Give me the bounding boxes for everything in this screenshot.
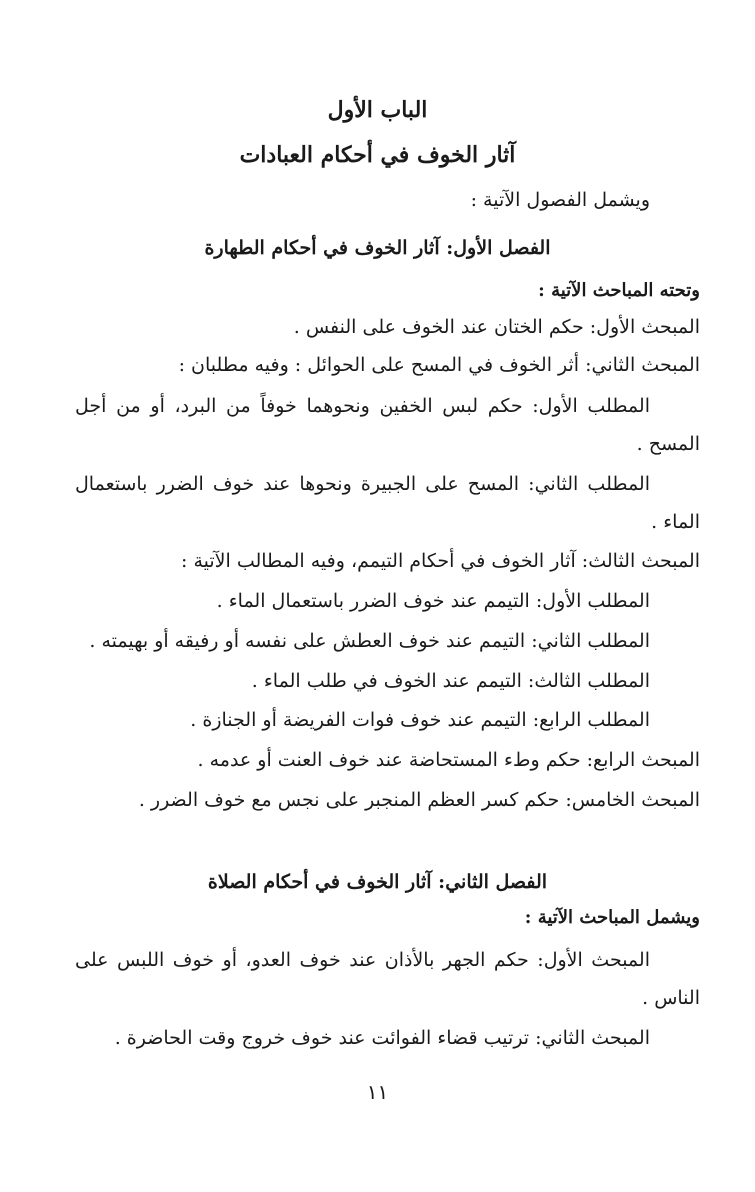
chapter1-section-2-req-1-line-2: المسح . [636, 433, 700, 455]
chapter2-intro: ويشمل المباحث الآتية : [524, 907, 700, 928]
chapter1-section-2: المبحث الثاني: أثر الخوف في المسح على الحوائل : وفيه مطلبان : [178, 354, 700, 376]
chapter1-section-2-req-2-line-2: الماء . [651, 511, 700, 533]
chapter2-section-1-line-2: الناس . [642, 987, 700, 1009]
part-intro: ويشمل الفصول الآتية : [470, 189, 650, 211]
chapter1-section-2-req-2-line-1: المطلب الثاني: المسح على الجبيرة ونحوها عند خوف الضرر باستعمال [75, 473, 650, 495]
chapter1-section-2-req-1-line-1: المطلب الأول: حكم لبس الخفين ونحوهما خوفاً من البرد، أو من أجل [75, 395, 650, 417]
chapter1-section-4: المبحث الرابع: حكم وطء المستحاضة عند خوف العنت أو عدمه . [197, 749, 700, 771]
chapter1-section-3-req-2: المطلب الثاني: التيمم عند خوف العطش على نفسه أو رفيقه أو بهيمته . [89, 630, 650, 652]
chapter1-title: الفصل الأول: آثار الخوف في أحكام الطهارة [204, 237, 551, 259]
chapter1-section-3-req-4: المطلب الرابع: التيمم عند خوف فوات الفريضة أو الجنازة . [190, 709, 650, 731]
chapter2-section-2: المبحث الثاني: ترتيب قضاء الفوائت عند خوف خروج وقت الحاضرة . [114, 1027, 650, 1049]
page-number: ١١ [366, 1080, 389, 1104]
chapter1-intro: وتحته المباحث الآتية : [538, 280, 700, 301]
part-title: الباب الأول [327, 97, 428, 123]
chapter1-section-3: المبحث الثالث: آثار الخوف في أحكام التيمم، وفيه المطالب الآتية : [181, 550, 700, 572]
chapter1-section-3-req-1: المطلب الأول: التيمم عند خوف الضرر باستعمال الماء . [216, 590, 650, 612]
chapter2-title: الفصل الثاني: آثار الخوف في أحكام الصلاة [207, 871, 548, 893]
chapter2-section-1-line-1: المبحث الأول: حكم الجهر بالأذان عند خوف العدو، أو خوف اللبس على [75, 949, 650, 971]
chapter1-section-1: المبحث الأول: حكم الختان عند الخوف على النفس . [293, 316, 700, 338]
chapter1-section-3-req-3: المطلب الثالث: التيمم عند الخوف في طلب الماء . [251, 670, 650, 692]
part-subtitle: آثار الخوف في أحكام العبادات [239, 142, 516, 168]
chapter1-section-5: المبحث الخامس: حكم كسر العظم المنجبر على نجس مع خوف الضرر . [138, 789, 700, 811]
